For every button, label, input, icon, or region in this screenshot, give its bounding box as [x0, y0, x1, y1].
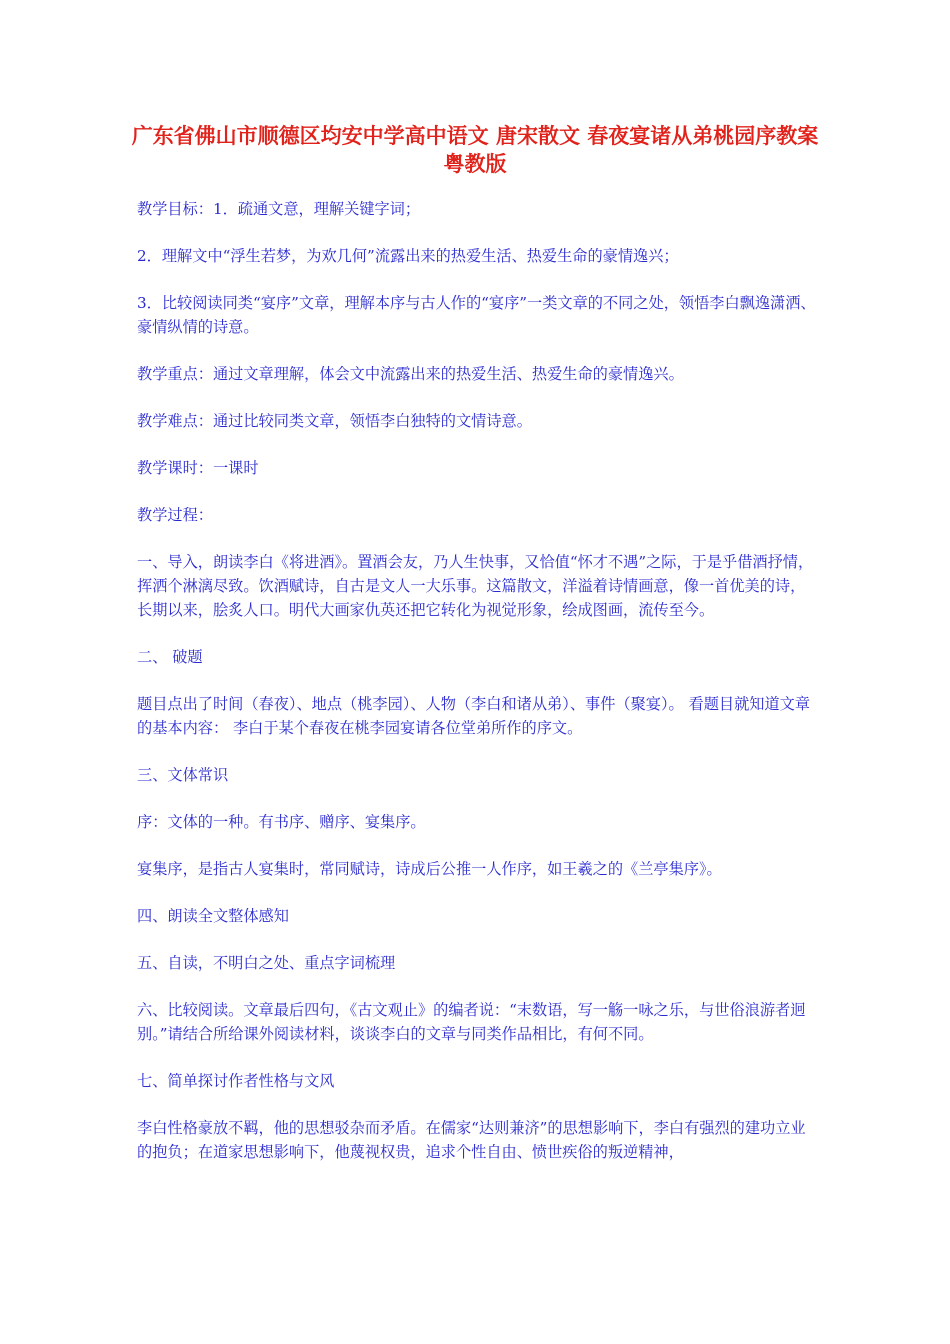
paragraph-section-7-heading: 七、简单探讨作者性格与文风 [137, 1072, 335, 1090]
paragraph-section-7-body: 李白性格豪放不羁，他的思想驳杂而矛盾。在儒家“达则兼济”的思想影响下，李白有强烈的建功立业的抱负；在道家思想影响下，他蔑视权贵，追求个性自由、愤世疾俗的叛逆精神， [137, 1119, 806, 1161]
paragraph-section-4-heading: 四、朗读全文整体感知 [137, 907, 289, 925]
paragraph-teaching-process: 教学过程： [137, 506, 213, 524]
paragraph-section-3-preface: 序：文体的一种。有书序、赠序、宴集序。 [137, 813, 426, 831]
paragraph-section-5-heading: 五、自读，不明白之处、重点字词梳理 [137, 954, 396, 972]
paragraph-key-points: 教学重点：通过文章理解，体会文中流露出来的热爱生活、热爱生命的豪情逸兴。 [137, 365, 684, 383]
document-title: 广东省佛山市顺德区均安中学高中语文 唐宋散文 春夜宴诸从弟桃园序教案 粤教版 [131, 123, 819, 176]
paragraph-teaching-goal-3: 3．比较阅读同类“宴序”文章，理解本序与古人作的“宴序”一类文章的不同之处，领悟李白飘逸潇洒、豪情纵情的诗意。 [137, 294, 816, 336]
paragraph-section-6: 六、比较阅读。文章最后四句，《古文观止》的编者说：“末数语，写一觞一咏之乐，与世俗浪游者迥别。”请结合所给课外阅读材料，谈谈李白的文章与同类作品相比，有何不同。 [137, 1001, 806, 1043]
paragraph-section-3-banquet: 宴集序，是指古人宴集时，常同赋诗，诗成后公推一人作序，如王羲之的《兰亭集序》。 [137, 860, 722, 878]
paragraph-teaching-goal-2: 2．理解文中“浮生若梦，为欢几何”流露出来的热爱生活、热爱生命的豪情逸兴； [137, 247, 679, 265]
paragraph-section-2-body: 题目点出了时间（春夜）、地点（桃李园）、人物（李白和诸从弟）、事件（聚宴）。 看题目就知道文章的基本内容： 李白于某个春夜在桃李园宴请各位堂弟所作的序文。 [137, 695, 811, 737]
paragraph-section-3-heading: 三、文体常识 [137, 766, 229, 784]
paragraph-teaching-goal-1: 教学目标：1．疏通文意，理解关键字词； [137, 200, 421, 218]
document-body [137, 197, 817, 1187]
paragraph-section-2-heading: 二、 破题 [137, 648, 203, 666]
paragraph-section-1: 一、导入，朗读李白《将进酒》。置酒会友，乃人生快事，又恰值“怀才不遇”之际，于是乎借酒抒情，挥洒个淋漓尽致。饮酒赋诗，自古是文人一大乐事。这篇散文，洋溢着诗情画意，像一首优美的诗，长期以来，脍炙人口。明代大画家仇英还把它转化为视觉形象，绘成图画，流传至今。 [137, 553, 814, 619]
paragraph-difficult-points: 教学难点：通过比较同类文章，领悟李白独特的文情诗意。 [137, 412, 532, 430]
paragraph-class-hours: 教学课时：一课时 [137, 459, 259, 477]
